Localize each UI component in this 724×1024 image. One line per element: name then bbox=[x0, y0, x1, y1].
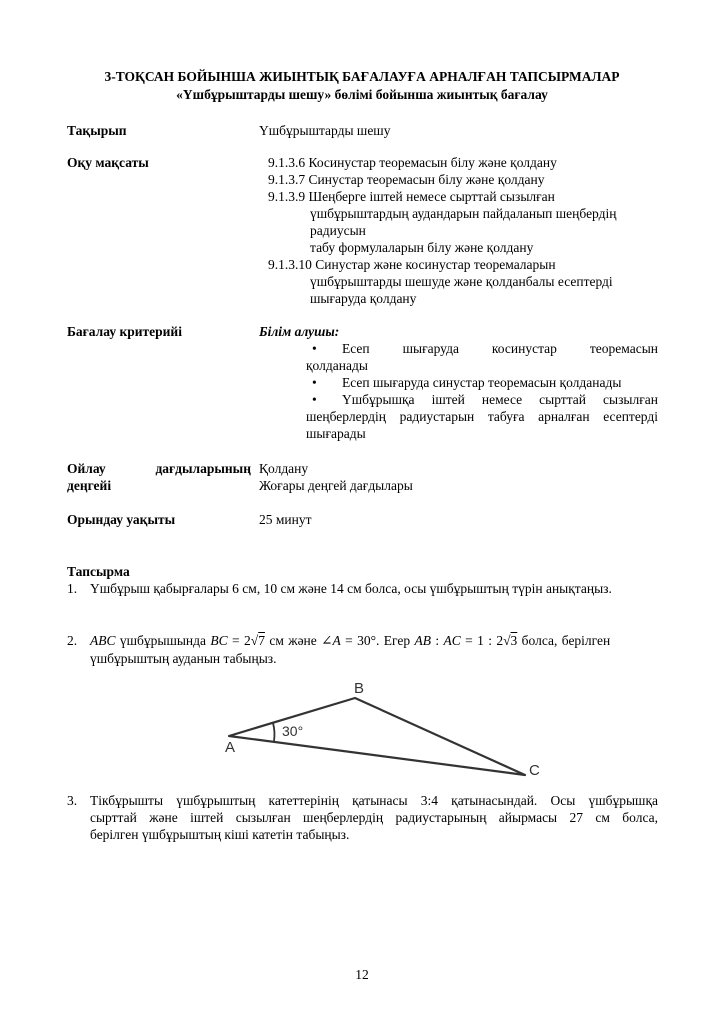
thinking-label-2: деңгейі bbox=[67, 478, 112, 493]
text-part: болса, берілген bbox=[517, 633, 611, 648]
objectives-label: Оқу мақсаты bbox=[67, 155, 149, 170]
objective-line: радиусын bbox=[310, 223, 366, 238]
task-3-line1: Тікбұрышты үшбұрыштың катеттерінің қатынасы 3:4 қатынасындай. Осы үшбұрышқа bbox=[90, 793, 658, 808]
objective-line: 9.1.3.7 Синустар теоремасын білу және қолдану bbox=[268, 172, 545, 187]
time-label: Орындау уақыты bbox=[67, 512, 176, 527]
math-ab: AB bbox=[414, 633, 431, 648]
task-2-text bbox=[90, 632, 658, 649]
page-subtitle: «Үшбұрыштарды шешу» бөлімі бойынша жиынтық бағалау bbox=[176, 87, 548, 102]
criteria-heading: Білім алушы: bbox=[259, 324, 340, 339]
angle-label: 30° bbox=[282, 723, 304, 739]
vertex-label-c: C bbox=[529, 762, 540, 779]
tasks-heading: Тапсырма bbox=[67, 564, 130, 579]
objective-line: 9.1.3.10 Синустар және косинустар теоремаларын bbox=[268, 257, 556, 272]
math-colon: : bbox=[430, 633, 444, 648]
thinking-label: Ойлау дағдыларының bbox=[67, 461, 251, 476]
criteria-item-text: Есеп шығаруда синустар теоремасын қолданады bbox=[342, 375, 622, 390]
objective-line: үшбұрыштарды шешуде және қолданбалы есептерді bbox=[310, 274, 613, 289]
task-number: 1. bbox=[67, 581, 78, 596]
objective-line: табу формулаларын білу және қолдану bbox=[310, 240, 534, 255]
task-3-line3: берілген үшбұрыштың кіші катетін табыңыз. bbox=[90, 827, 350, 842]
thinking-value: Жоғары деңгей дағдылары bbox=[259, 478, 413, 493]
criteria-item-text: шеңберлердің радиустарын табуға арналған есептерді шығарады bbox=[306, 409, 658, 441]
objectives-list bbox=[268, 154, 648, 307]
math-eq: = 2 bbox=[227, 633, 251, 648]
topic-label: Тақырып bbox=[67, 123, 127, 138]
bullet-icon: • bbox=[312, 375, 317, 390]
math-bc: BC bbox=[210, 633, 228, 648]
objective-line: шығаруда қолдану bbox=[310, 291, 417, 306]
thinking-value: Қолдану bbox=[259, 461, 309, 476]
math-radicand: 3 bbox=[510, 633, 518, 648]
time-value: 25 минут bbox=[259, 512, 312, 527]
sqrt-icon: √ bbox=[250, 633, 259, 648]
text-part: үшбұрышында bbox=[115, 633, 211, 648]
task-number: 3. bbox=[67, 793, 78, 808]
math-eq: = 30° bbox=[340, 633, 376, 648]
math-eq: = 1 : 2 bbox=[460, 633, 504, 648]
criteria-item-text: Есеп шығаруда косинустар теоремасын bbox=[342, 341, 658, 356]
text-part: см және bbox=[264, 633, 322, 648]
task-2-line2: үшбұрыштың ауданын табыңыз. bbox=[90, 651, 277, 666]
text-part: . Егер bbox=[375, 633, 415, 648]
page-title: 3-ТОҚСАН БОЙЫНША ЖИЫНТЫҚ БАҒАЛАУҒА АРНАЛҒАН ТАПСЫРМАЛАР bbox=[104, 69, 620, 84]
objective-line: 9.1.3.9 Шеңберге іштей немесе сырттай сызылған bbox=[268, 189, 555, 204]
math-ac: AC bbox=[443, 633, 461, 648]
task-1-text: Үшбұрыш қабырғалары 6 см, 10 см және 14 см болса, осы үшбұрыштың түрін анықтаңыз. bbox=[90, 581, 612, 596]
objective-line: үшбұрыштардың аудандарын пайдаланып шеңбердің bbox=[310, 206, 617, 221]
bullet-icon: • bbox=[312, 392, 317, 407]
topic-value: Үшбұрыштарды шешу bbox=[259, 123, 391, 138]
criteria-item-text: қолданады bbox=[306, 358, 368, 373]
bullet-icon: • bbox=[312, 341, 317, 356]
angle-arc bbox=[273, 723, 274, 741]
task-number: 2. bbox=[67, 633, 78, 648]
math-radicand: 7 bbox=[258, 633, 265, 648]
vertex-label-b: B bbox=[354, 680, 365, 697]
objective-line: 9.1.3.6 Косинустар теоремасын білу және қолдану bbox=[268, 155, 557, 170]
criteria-item-text: Үшбұрышқа іштей немесе сырттай сызылған bbox=[342, 392, 658, 407]
sqrt-icon: √ bbox=[503, 633, 511, 648]
criteria-label: Бағалау критерийі bbox=[67, 324, 182, 339]
page-number: 12 bbox=[355, 967, 369, 982]
triangle-figure bbox=[220, 680, 550, 780]
math-abc: ABC bbox=[90, 633, 116, 648]
vertex-label-a: A bbox=[225, 739, 236, 756]
task-3-line2: сырттай және іштей сызылған шеңберлердің радиустарының айырмасы 27 см болса, bbox=[90, 810, 658, 825]
triangle-shape bbox=[229, 698, 525, 775]
math-angle: ∠A bbox=[321, 633, 341, 648]
